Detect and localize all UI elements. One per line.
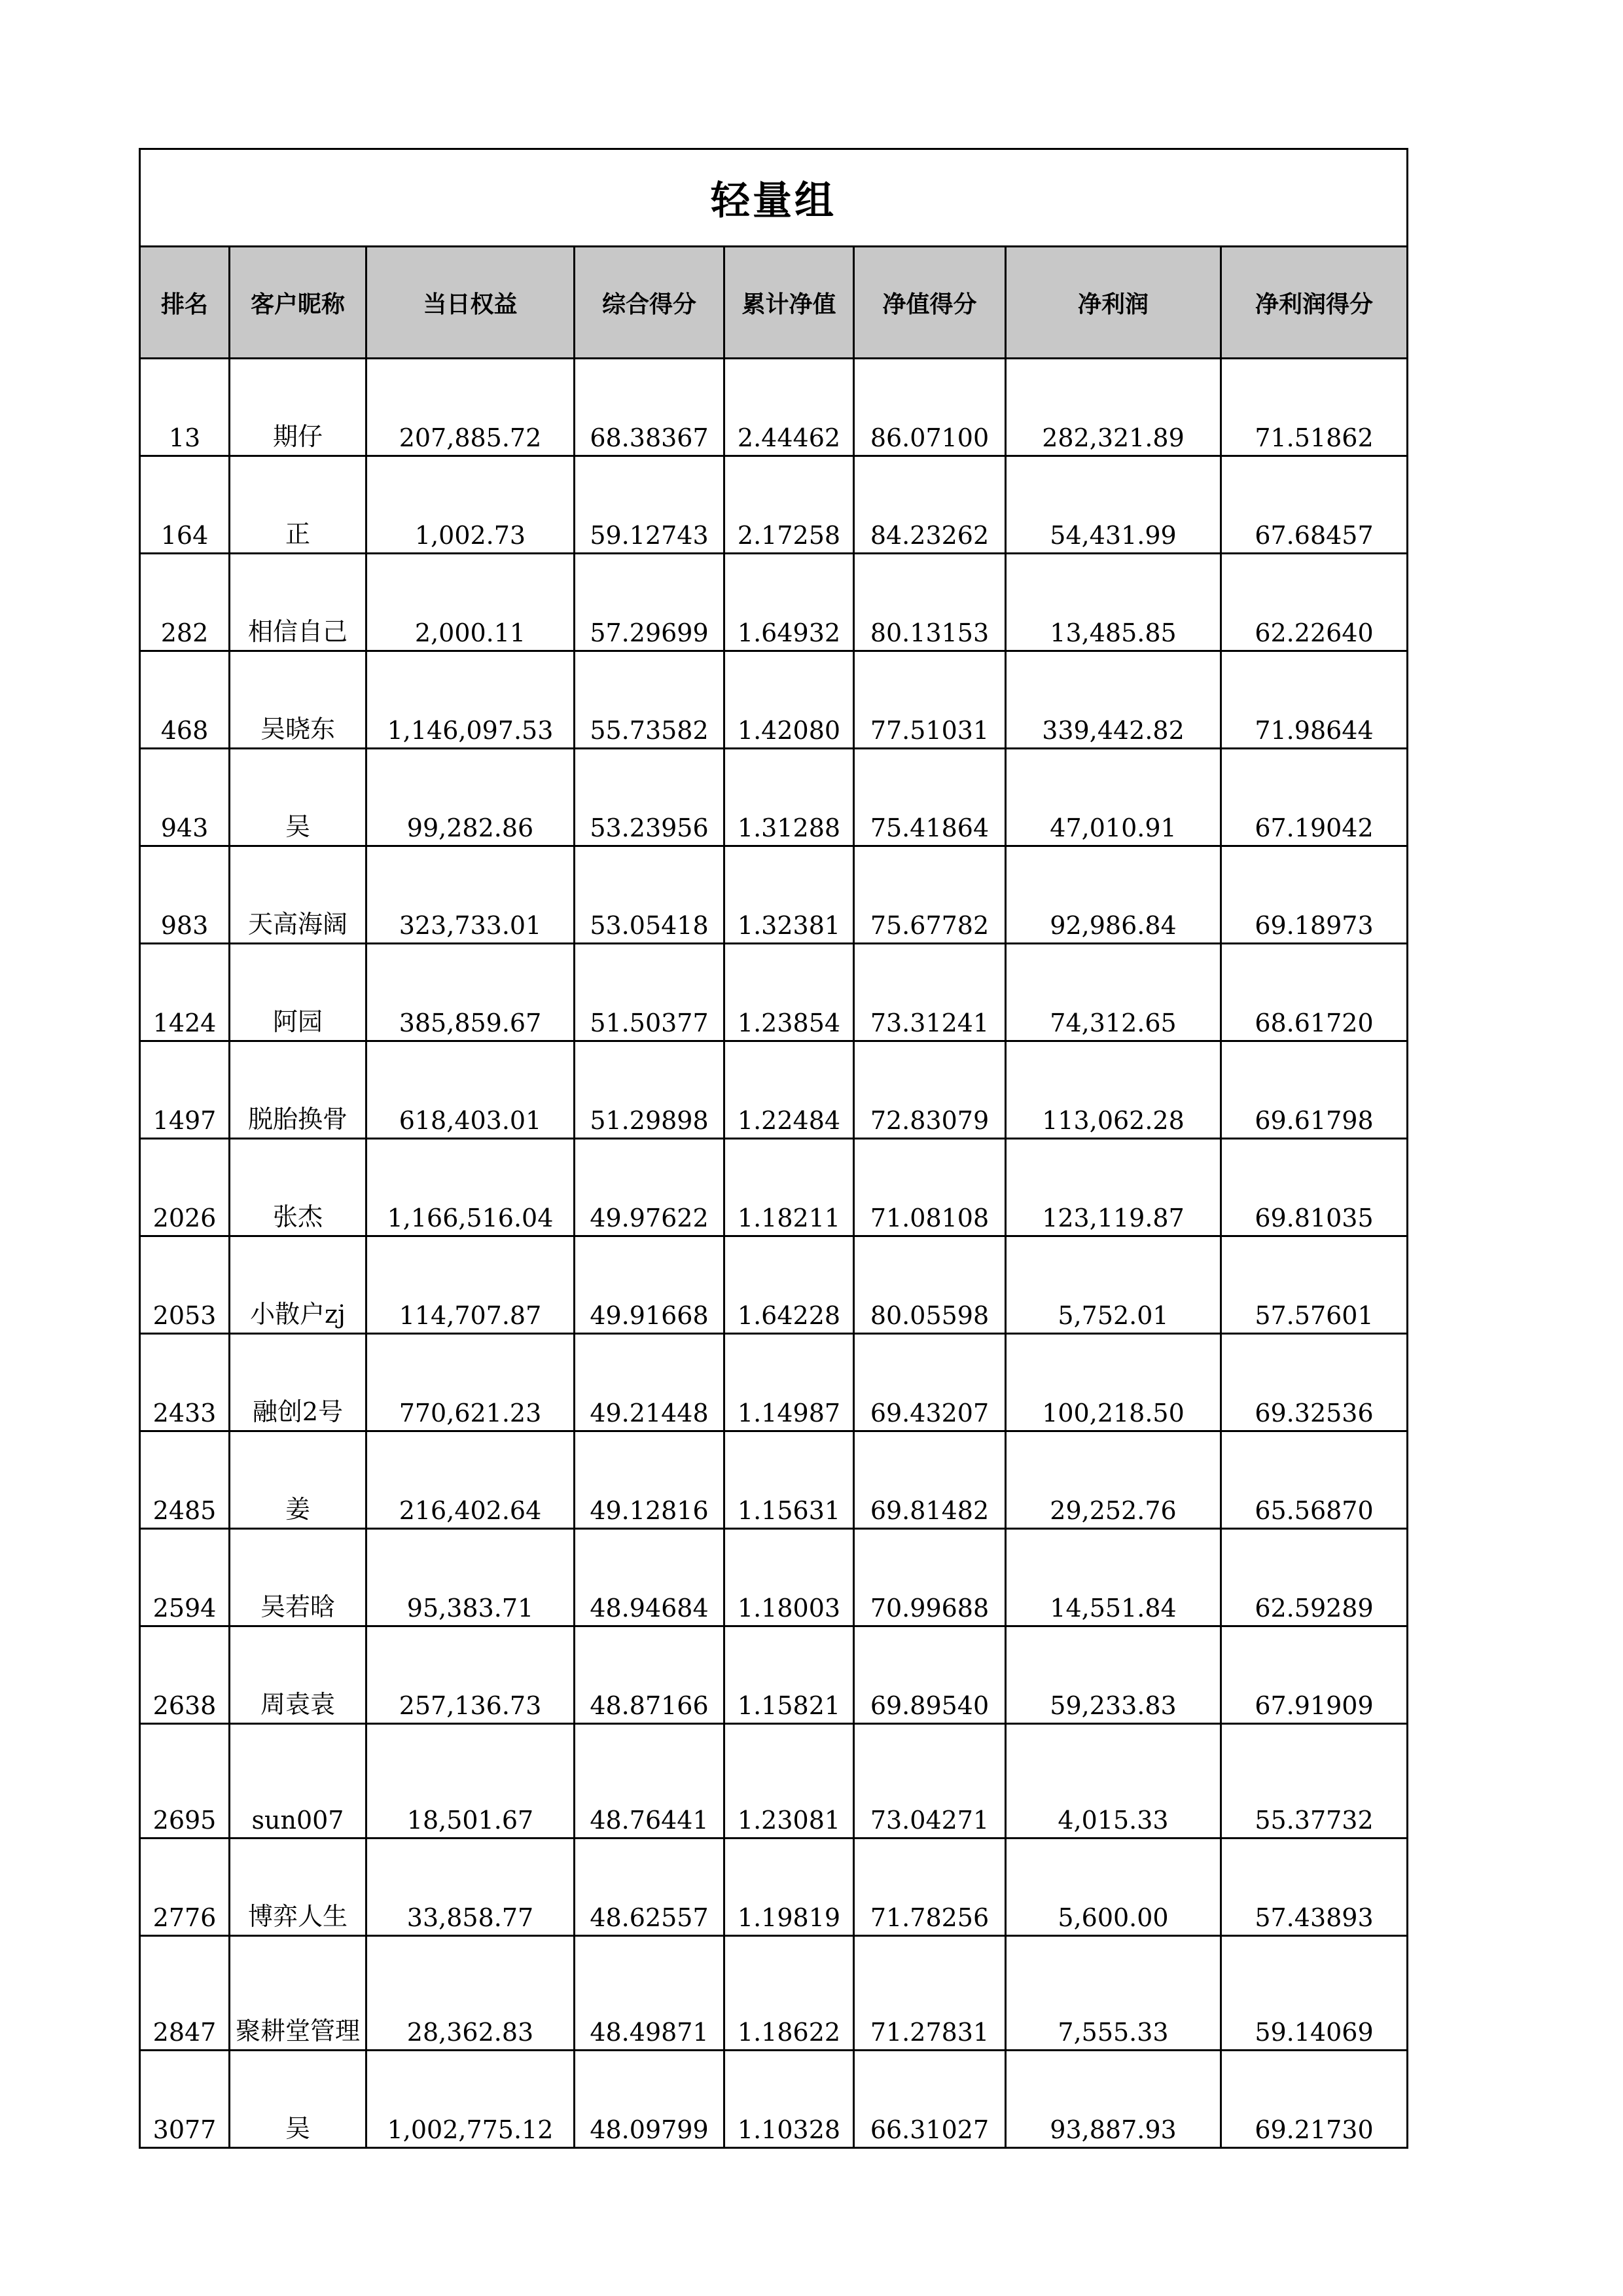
nav-score-cell: 69.89540 (854, 1626, 1006, 1724)
equity-cell: 33,858.77 (366, 1839, 575, 1936)
net-profit-score-cell: 68.61720 (1221, 944, 1408, 1041)
nickname-cell: 姜 (230, 1431, 366, 1529)
nickname-cell: 正 (230, 456, 366, 554)
total-score-cell: 48.76441 (575, 1724, 724, 1839)
rank-cell: 2433 (140, 1334, 230, 1431)
nickname-cell: 阿园 (230, 944, 366, 1041)
net-profit-score-cell: 62.22640 (1221, 554, 1408, 651)
rank-cell: 2847 (140, 1936, 230, 2051)
equity-cell: 1,002.73 (366, 456, 575, 554)
rank-cell: 2695 (140, 1724, 230, 1839)
total-score-cell: 48.49871 (575, 1936, 724, 2051)
column-header-nav-score: 净值得分 (854, 247, 1006, 359)
nickname-cell: 期仔 (230, 359, 366, 456)
cumulative-nav-cell: 1.15631 (724, 1431, 854, 1529)
total-score-cell: 53.05418 (575, 846, 724, 944)
equity-cell: 770,621.23 (366, 1334, 575, 1431)
equity-cell: 216,402.64 (366, 1431, 575, 1529)
rank-cell: 1497 (140, 1041, 230, 1139)
rank-cell: 468 (140, 651, 230, 749)
net-profit-cell: 282,321.89 (1006, 359, 1221, 456)
nav-score-cell: 69.81482 (854, 1431, 1006, 1529)
total-score-cell: 59.12743 (575, 456, 724, 554)
nav-score-cell: 71.27831 (854, 1936, 1006, 2051)
table-row (140, 846, 1408, 944)
net-profit-cell: 113,062.28 (1006, 1041, 1221, 1139)
net-profit-score-cell: 67.68457 (1221, 456, 1408, 554)
nickname-cell: 吴 (230, 2051, 366, 2148)
title-row (140, 149, 1408, 247)
nickname-cell: 小散户zj (230, 1236, 366, 1334)
table-row (140, 554, 1408, 651)
column-header-net-profit: 净利润 (1006, 247, 1221, 359)
cumulative-nav-cell: 1.19819 (724, 1839, 854, 1936)
net-profit-cell: 92,986.84 (1006, 846, 1221, 944)
net-profit-score-cell: 57.43893 (1221, 1839, 1408, 1936)
net-profit-score-cell: 65.56870 (1221, 1431, 1408, 1529)
table-row (140, 2051, 1408, 2148)
nav-score-cell: 71.78256 (854, 1839, 1006, 1936)
total-score-cell: 49.21448 (575, 1334, 724, 1431)
total-score-cell: 49.97622 (575, 1139, 724, 1236)
net-profit-cell: 4,015.33 (1006, 1724, 1221, 1839)
net-profit-score-cell: 71.51862 (1221, 359, 1408, 456)
cumulative-nav-cell: 1.23854 (724, 944, 854, 1041)
table-row (140, 749, 1408, 846)
net-profit-cell: 100,218.50 (1006, 1334, 1221, 1431)
net-profit-cell: 5,600.00 (1006, 1839, 1221, 1936)
equity-cell: 2,000.11 (366, 554, 575, 651)
nickname-cell: 吴若晗 (230, 1529, 366, 1626)
nav-score-cell: 73.31241 (854, 944, 1006, 1041)
nav-score-cell: 71.08108 (854, 1139, 1006, 1236)
net-profit-cell: 59,233.83 (1006, 1626, 1221, 1724)
table-row (140, 1139, 1408, 1236)
nickname-cell: 吴晓东 (230, 651, 366, 749)
rank-cell: 983 (140, 846, 230, 944)
table-row (140, 1334, 1408, 1431)
column-header-total-score: 综合得分 (575, 247, 724, 359)
net-profit-cell: 7,555.33 (1006, 1936, 1221, 2051)
table-row (140, 1724, 1408, 1839)
equity-cell: 99,282.86 (366, 749, 575, 846)
cumulative-nav-cell: 1.18622 (724, 1936, 854, 2051)
net-profit-cell: 13,485.85 (1006, 554, 1221, 651)
cumulative-nav-cell: 1.31288 (724, 749, 854, 846)
table-row (140, 456, 1408, 554)
total-score-cell: 53.23956 (575, 749, 724, 846)
cumulative-nav-cell: 2.17258 (724, 456, 854, 554)
table-row (140, 1626, 1408, 1724)
net-profit-score-cell: 62.59289 (1221, 1529, 1408, 1626)
net-profit-cell: 339,442.82 (1006, 651, 1221, 749)
net-profit-cell: 54,431.99 (1006, 456, 1221, 554)
rank-cell: 2594 (140, 1529, 230, 1626)
column-header-nickname: 客户昵称 (230, 247, 366, 359)
cumulative-nav-cell: 1.42080 (724, 651, 854, 749)
equity-cell: 618,403.01 (366, 1041, 575, 1139)
nav-score-cell: 80.05598 (854, 1236, 1006, 1334)
table-row (140, 944, 1408, 1041)
nav-score-cell: 77.51031 (854, 651, 1006, 749)
equity-cell: 95,383.71 (366, 1529, 575, 1626)
rank-cell: 282 (140, 554, 230, 651)
rank-cell: 3077 (140, 2051, 230, 2148)
net-profit-score-cell: 69.81035 (1221, 1139, 1408, 1236)
table-row (140, 1936, 1408, 2051)
table-row (140, 651, 1408, 749)
equity-cell: 18,501.67 (366, 1724, 575, 1839)
ranking-table (139, 148, 1408, 2149)
net-profit-score-cell: 67.91909 (1221, 1626, 1408, 1724)
rank-cell: 1424 (140, 944, 230, 1041)
nickname-cell: 相信自己 (230, 554, 366, 651)
rank-cell: 2638 (140, 1626, 230, 1724)
rank-cell: 2053 (140, 1236, 230, 1334)
cumulative-nav-cell: 1.10328 (724, 2051, 854, 2148)
net-profit-cell: 5,752.01 (1006, 1236, 1221, 1334)
column-header-net-profit-score: 净利润得分 (1221, 247, 1408, 359)
column-header-cumulative-nav: 累计净值 (724, 247, 854, 359)
net-profit-score-cell: 69.18973 (1221, 846, 1408, 944)
nav-score-cell: 73.04271 (854, 1724, 1006, 1839)
cumulative-nav-cell: 1.32381 (724, 846, 854, 944)
net-profit-cell: 123,119.87 (1006, 1139, 1221, 1236)
table-row (140, 1041, 1408, 1139)
net-profit-cell: 29,252.76 (1006, 1431, 1221, 1529)
equity-cell: 1,166,516.04 (366, 1139, 575, 1236)
cumulative-nav-cell: 1.14987 (724, 1334, 854, 1431)
cumulative-nav-cell: 1.22484 (724, 1041, 854, 1139)
equity-cell: 28,362.83 (366, 1936, 575, 2051)
net-profit-score-cell: 55.37732 (1221, 1724, 1408, 1839)
net-profit-cell: 74,312.65 (1006, 944, 1221, 1041)
header-row (140, 247, 1408, 359)
cumulative-nav-cell: 1.18211 (724, 1139, 854, 1236)
net-profit-score-cell: 69.32536 (1221, 1334, 1408, 1431)
net-profit-score-cell: 69.21730 (1221, 2051, 1408, 2148)
total-score-cell: 48.62557 (575, 1839, 724, 1936)
nickname-cell: 聚耕堂管理 (230, 1936, 366, 2051)
equity-cell: 323,733.01 (366, 846, 575, 944)
rank-cell: 2776 (140, 1839, 230, 1936)
nickname-cell: 天高海阔 (230, 846, 366, 944)
total-score-cell: 68.38367 (575, 359, 724, 456)
equity-cell: 1,002,775.12 (366, 2051, 575, 2148)
total-score-cell: 57.29699 (575, 554, 724, 651)
rank-cell: 13 (140, 359, 230, 456)
nav-score-cell: 75.41864 (854, 749, 1006, 846)
total-score-cell: 51.50377 (575, 944, 724, 1041)
nav-score-cell: 80.13153 (854, 554, 1006, 651)
nickname-cell: 周袁袁 (230, 1626, 366, 1724)
net-profit-cell: 93,887.93 (1006, 2051, 1221, 2148)
net-profit-score-cell: 59.14069 (1221, 1936, 1408, 2051)
rank-cell: 2485 (140, 1431, 230, 1529)
total-score-cell: 55.73582 (575, 651, 724, 749)
net-profit-score-cell: 57.57601 (1221, 1236, 1408, 1334)
nav-score-cell: 72.83079 (854, 1041, 1006, 1139)
column-header-rank: 排名 (140, 247, 230, 359)
nickname-cell: 脱胎换骨 (230, 1041, 366, 1139)
nickname-cell: sun007 (230, 1724, 366, 1839)
equity-cell: 114,707.87 (366, 1236, 575, 1334)
nickname-cell: 张杰 (230, 1139, 366, 1236)
rank-cell: 164 (140, 456, 230, 554)
table-title: 轻量组 (140, 149, 1408, 247)
cumulative-nav-cell: 1.23081 (724, 1724, 854, 1839)
net-profit-cell: 47,010.91 (1006, 749, 1221, 846)
cumulative-nav-cell: 1.15821 (724, 1626, 854, 1724)
total-score-cell: 48.94684 (575, 1529, 724, 1626)
table-row (140, 1529, 1408, 1626)
total-score-cell: 49.91668 (575, 1236, 724, 1334)
rank-cell: 2026 (140, 1139, 230, 1236)
net-profit-score-cell: 67.19042 (1221, 749, 1408, 846)
equity-cell: 207,885.72 (366, 359, 575, 456)
total-score-cell: 48.87166 (575, 1626, 724, 1724)
equity-cell: 1,146,097.53 (366, 651, 575, 749)
cumulative-nav-cell: 1.64932 (724, 554, 854, 651)
nav-score-cell: 86.07100 (854, 359, 1006, 456)
table-row (140, 1236, 1408, 1334)
equity-cell: 385,859.67 (366, 944, 575, 1041)
total-score-cell: 49.12816 (575, 1431, 724, 1529)
nav-score-cell: 75.67782 (854, 846, 1006, 944)
table-row (140, 1839, 1408, 1936)
cumulative-nav-cell: 2.44462 (724, 359, 854, 456)
rank-cell: 943 (140, 749, 230, 846)
cumulative-nav-cell: 1.18003 (724, 1529, 854, 1626)
nickname-cell: 融创2号 (230, 1334, 366, 1431)
total-score-cell: 51.29898 (575, 1041, 724, 1139)
cumulative-nav-cell: 1.64228 (724, 1236, 854, 1334)
net-profit-cell: 14,551.84 (1006, 1529, 1221, 1626)
equity-cell: 257,136.73 (366, 1626, 575, 1724)
net-profit-score-cell: 71.98644 (1221, 651, 1408, 749)
nickname-cell: 博弈人生 (230, 1839, 366, 1936)
nav-score-cell: 84.23262 (854, 456, 1006, 554)
nav-score-cell: 66.31027 (854, 2051, 1006, 2148)
net-profit-score-cell: 69.61798 (1221, 1041, 1408, 1139)
nav-score-cell: 69.43207 (854, 1334, 1006, 1431)
table-row (140, 359, 1408, 456)
table-row (140, 1431, 1408, 1529)
total-score-cell: 48.09799 (575, 2051, 724, 2148)
nickname-cell: 吴 (230, 749, 366, 846)
column-header-equity: 当日权益 (366, 247, 575, 359)
nav-score-cell: 70.99688 (854, 1529, 1006, 1626)
